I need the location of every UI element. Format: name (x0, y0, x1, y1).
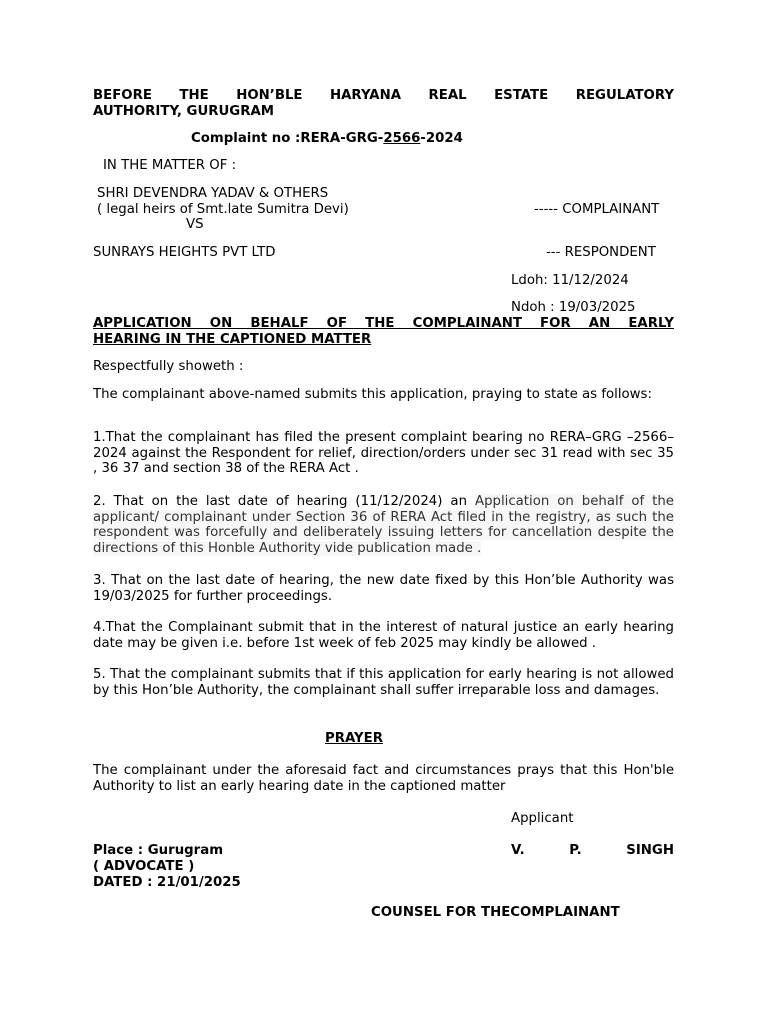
complainant-role: ----- COMPLAINANT (534, 202, 660, 217)
complaint-number-suffix: -2024 (420, 131, 463, 146)
prayer-heading: PRAYER (325, 731, 383, 746)
respondent-role: --- RESPONDENT (546, 245, 656, 260)
paragraph-1: 1.That the complainant has filed the present complaint bearing no RERA–GRG –2566–2024 against the Respondent for relief, direction/orders under sec 31 read with sec 35 , 36 37 and section 38 of the RERA Act . (93, 430, 674, 477)
complaint-number (191, 131, 463, 147)
paragraph-5: 5. That the complainant submits that if this application for early hearing is not allowed by this Hon’ble Authority, the complainant shall suffer irreparable loss and damages. (93, 667, 674, 698)
place-label: Place : Gurugram (93, 843, 224, 858)
court-heading-line2: AUTHORITY, GURUGRAM (93, 104, 274, 119)
matter-label: IN THE MATTER OF : (103, 158, 237, 173)
advocate-surname: SINGH (626, 843, 674, 858)
complainant-detail: ( legal heirs of Smt.late Sumitra Devi) (97, 202, 349, 217)
complaint-number-prefix: RERA-GRG- (300, 131, 384, 146)
paragraph-2-highlight: Application on behalf of the applicant/ complainant under Section 36 of RERA Act filed in the registry, as such the respondent was forcefully and deliberately issuing letters for cancellation despite the directions of this Honble Authority vide publication made . (93, 494, 674, 557)
paragraph-2-lead: 2. That on the last date of hearing (11/12/2024) an (93, 494, 475, 509)
paragraph-4: 4.That the Complainant submit that in the interest of natural justice an early hearing date may be given i.e. before 1st week of feb 2025 may kindly be allowed . (93, 620, 674, 651)
versus-label: VS (186, 217, 204, 232)
prayer-text: The complainant under the aforesaid fact and circumstances prays that this Hon'ble Authority to list an early hearing date in the captioned matter (93, 763, 674, 794)
respondent-name: SUNRAYS HEIGHTS PVT LTD (93, 245, 276, 260)
complaint-number-label: Complaint no : (191, 131, 301, 146)
application-title-line1: APPLICATION ON BEHALF OF THE COMPLAINANT FOR AN EARLY (93, 316, 674, 331)
counsel-label: COUNSEL FOR THECOMPLAINANT (371, 905, 620, 920)
advocate-role: ( ADVOCATE ) (93, 859, 195, 874)
paragraph-3: 3. That on the last date of hearing, the new date fixed by this Hon’ble Authority was 19/03/2025 for further proceedings. (93, 573, 674, 604)
applicant-label: Applicant (511, 811, 574, 826)
complaint-number-value: 2566 (383, 131, 421, 146)
application-title-line2: HEARING IN THE CAPTIONED MATTER (93, 332, 372, 347)
advocate-initial-v: V. (511, 843, 525, 858)
court-heading-line1: BEFORE THE HON’BLE HARYANA REAL ESTATE REGULATORY (93, 88, 674, 103)
advocate-initial-p: P. (569, 843, 582, 858)
intro-paragraph: The complainant above-named submits this application, praying to state as follows: (93, 387, 652, 402)
paragraph-2 (93, 494, 674, 557)
last-date-of-hearing: Ldoh: 11/12/2024 (511, 273, 629, 288)
salutation: Respectfully showeth : (93, 359, 244, 374)
court-heading (93, 88, 674, 120)
application-title (93, 316, 674, 348)
complainant-name: SHRI DEVENDRA YADAV & OTHERS (97, 186, 329, 201)
advocate-name (511, 843, 674, 859)
next-date-of-hearing: Ndoh : 19/03/2025 (511, 300, 636, 315)
dated-label: DATED : 21/01/2025 (93, 875, 241, 890)
